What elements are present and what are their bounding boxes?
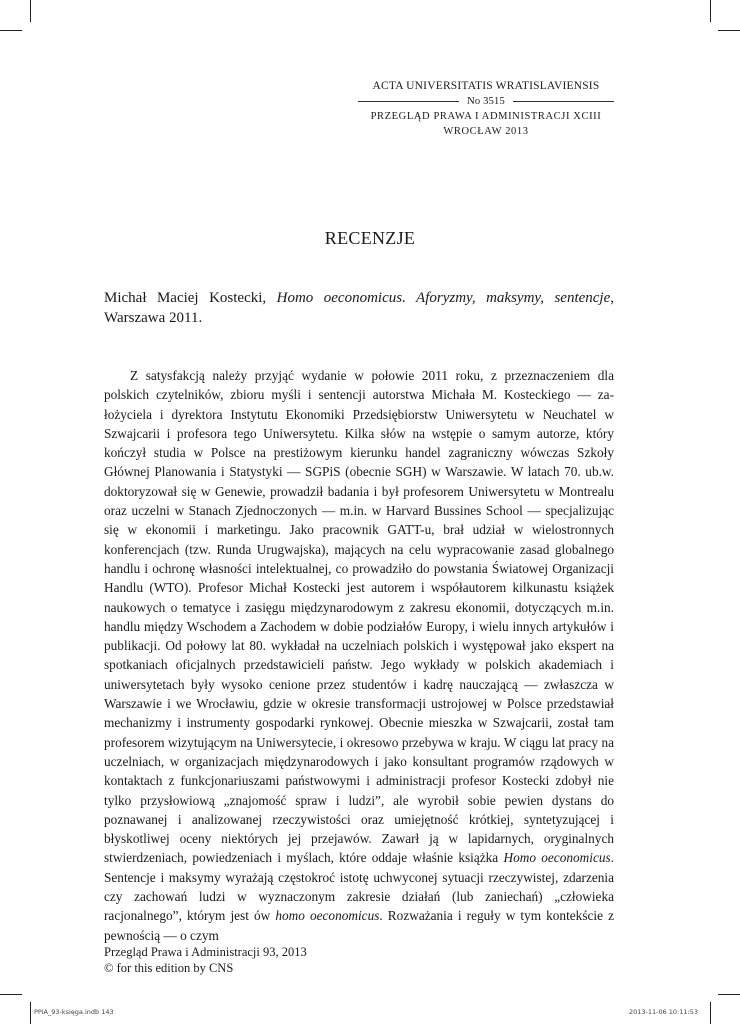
crop-mark [710, 0, 711, 22]
print-slug-timestamp: 2013-11-06 10:11:53 [628, 1008, 698, 1016]
issue-number: No 3515 [467, 96, 505, 107]
text-segment: . Rozważania i reguły w tym kontekście z pewnością — o czym [104, 908, 614, 943]
citation-place-year: , Warszawa 2011. [104, 290, 615, 326]
divider [358, 101, 459, 102]
text-segment: . Sentencje i maksymy wyrażają częstokroć istotę uchwyconej sytuacji rzeczywistej, zdarzenia czy zachowań ludzi w wyznaczonym zakresie działań (lub zaniechań) „człowieka racjonalnego”, którym jest ów [104, 850, 614, 924]
crop-mark [0, 30, 22, 31]
page-footer [104, 944, 307, 976]
paragraph [104, 366, 614, 945]
journal-series: PRZEGLĄD PRAWA I ADMINISTRACJI XCIII [370, 111, 602, 122]
journal-header [358, 79, 614, 139]
crop-mark [718, 30, 740, 31]
section-title: RECENZJE [324, 228, 416, 248]
italic-term: Homo oeconomicus [503, 850, 611, 866]
review-body [104, 366, 614, 945]
citation-title: Homo oeconomicus. Aforyzmy, maksymy, sentencje [276, 290, 611, 306]
crop-mark [710, 1002, 711, 1024]
divider [513, 101, 614, 102]
place-year: WROCŁAW 2013 [443, 126, 529, 137]
footer-journal: Przegląd Prawa i Administracji 93, 2013 [104, 945, 307, 959]
citation-author: Michał Maciej Kostecki, [104, 290, 267, 306]
text-segment: Z satysfakcją należy przyjąć wydanie w połowie 2011 roku, z przeznaczeniem dla polskich czytelników, zbioru myśli i sentencji autorstwa Michała M. Kosteckiego — założyciela i dyrektora Instytutu Ekonomiki Przedsiębiorstw Uniwersytetu w Neuchatel w Szwajcarii i profesora tego Uniwersytetu. Kilka słów na wstępie o samym autorze, który kończył studia w Polsce na prestiżowym kierunku handel zagraniczny wówczas Szkoły Głównej Planowania i Statystyki — SGPiS (obecnie SGH) w Warszawie. W latach 70. ub.w. doktoryzował się w Genewie, prowadził badania i był profesorem Uniwersytetu w Montrealu oraz uczelni w Stanach Zjednoczonych — m.in. w Harvard Bussines School — specjalizując się w ekonomii i marketingu. Jako pracownik GATT-u, brał udział w wielostronnych konferencjach (tzw. Runda Urugwajska), mających na celu wypracowanie zasad globalnego handlu i ochronę własności intelektualnej, co prowadziło do powstania Światowej Organizacji Handlu (WTO). Profesor Michał Kostecki jest autorem i współautorem kilkunastu książek naukowych o tematyce i zasięgu międzynarodowym z zakresu ekonomii, dotyczących m.in. handlu między Wschodem a Zachodem w dobie podziałów Europy, i wielu innych artykułów i publikacji. Od połowy lat 80. wykładał na uczelniach polskich i występował jako ekspert na spotkaniach oficjalnych przedstawicieli państw. Jego wykłady w polskich akademiach i uniwersytetach były wysoko cenione przez studentów i kadrę nauczającą — zwłaszcza w Warszawie i we Wrocławiu, gdzie w okresie transformacji ustrojowej w Polsce przedstawiał mechanizmy i instrumenty gospodarki rynkowej. Obecnie mieszka w Szwajcarii, został tam profesorem wizytującym na Uniwersytecie, i okresowo przebywa w kraju. W ciągu lat pracy na uczelniach, w organizacjach międzynarodowych i jako konsultant programów rządowych w kontaktach z funkcjonariuszami państwowymi i administracji profesor Kostecki zdobył nie tylko przysłowiową „znajomość spraw i ludzi”, ale wyrobił sobie pewien dystans do poznawanej i analizowanej rzeczywistości oraz umiejętność krótkiej, syntetyzującej i błyskotliwej oceny niektórych jej przejawów. Zawarł ją w lapidarnych, oryginalnych stwierdzeniach, powiedzeniach i myślach, które oddaje właśnie książka [104, 368, 614, 866]
print-slug-file: PPiA_93-księga.indb 143 [34, 1008, 114, 1016]
journal-name: ACTA UNIVERSITATIS WRATISLAVIENSIS [372, 80, 600, 92]
book-citation [104, 288, 614, 328]
issue-number-row [358, 94, 614, 109]
footer-copyright: © for this edition by CNS [104, 961, 234, 975]
crop-mark [0, 994, 22, 995]
italic-term: homo oeconomicus [275, 908, 380, 924]
crop-mark [30, 1002, 31, 1024]
crop-mark [718, 994, 740, 995]
crop-mark [30, 0, 31, 22]
